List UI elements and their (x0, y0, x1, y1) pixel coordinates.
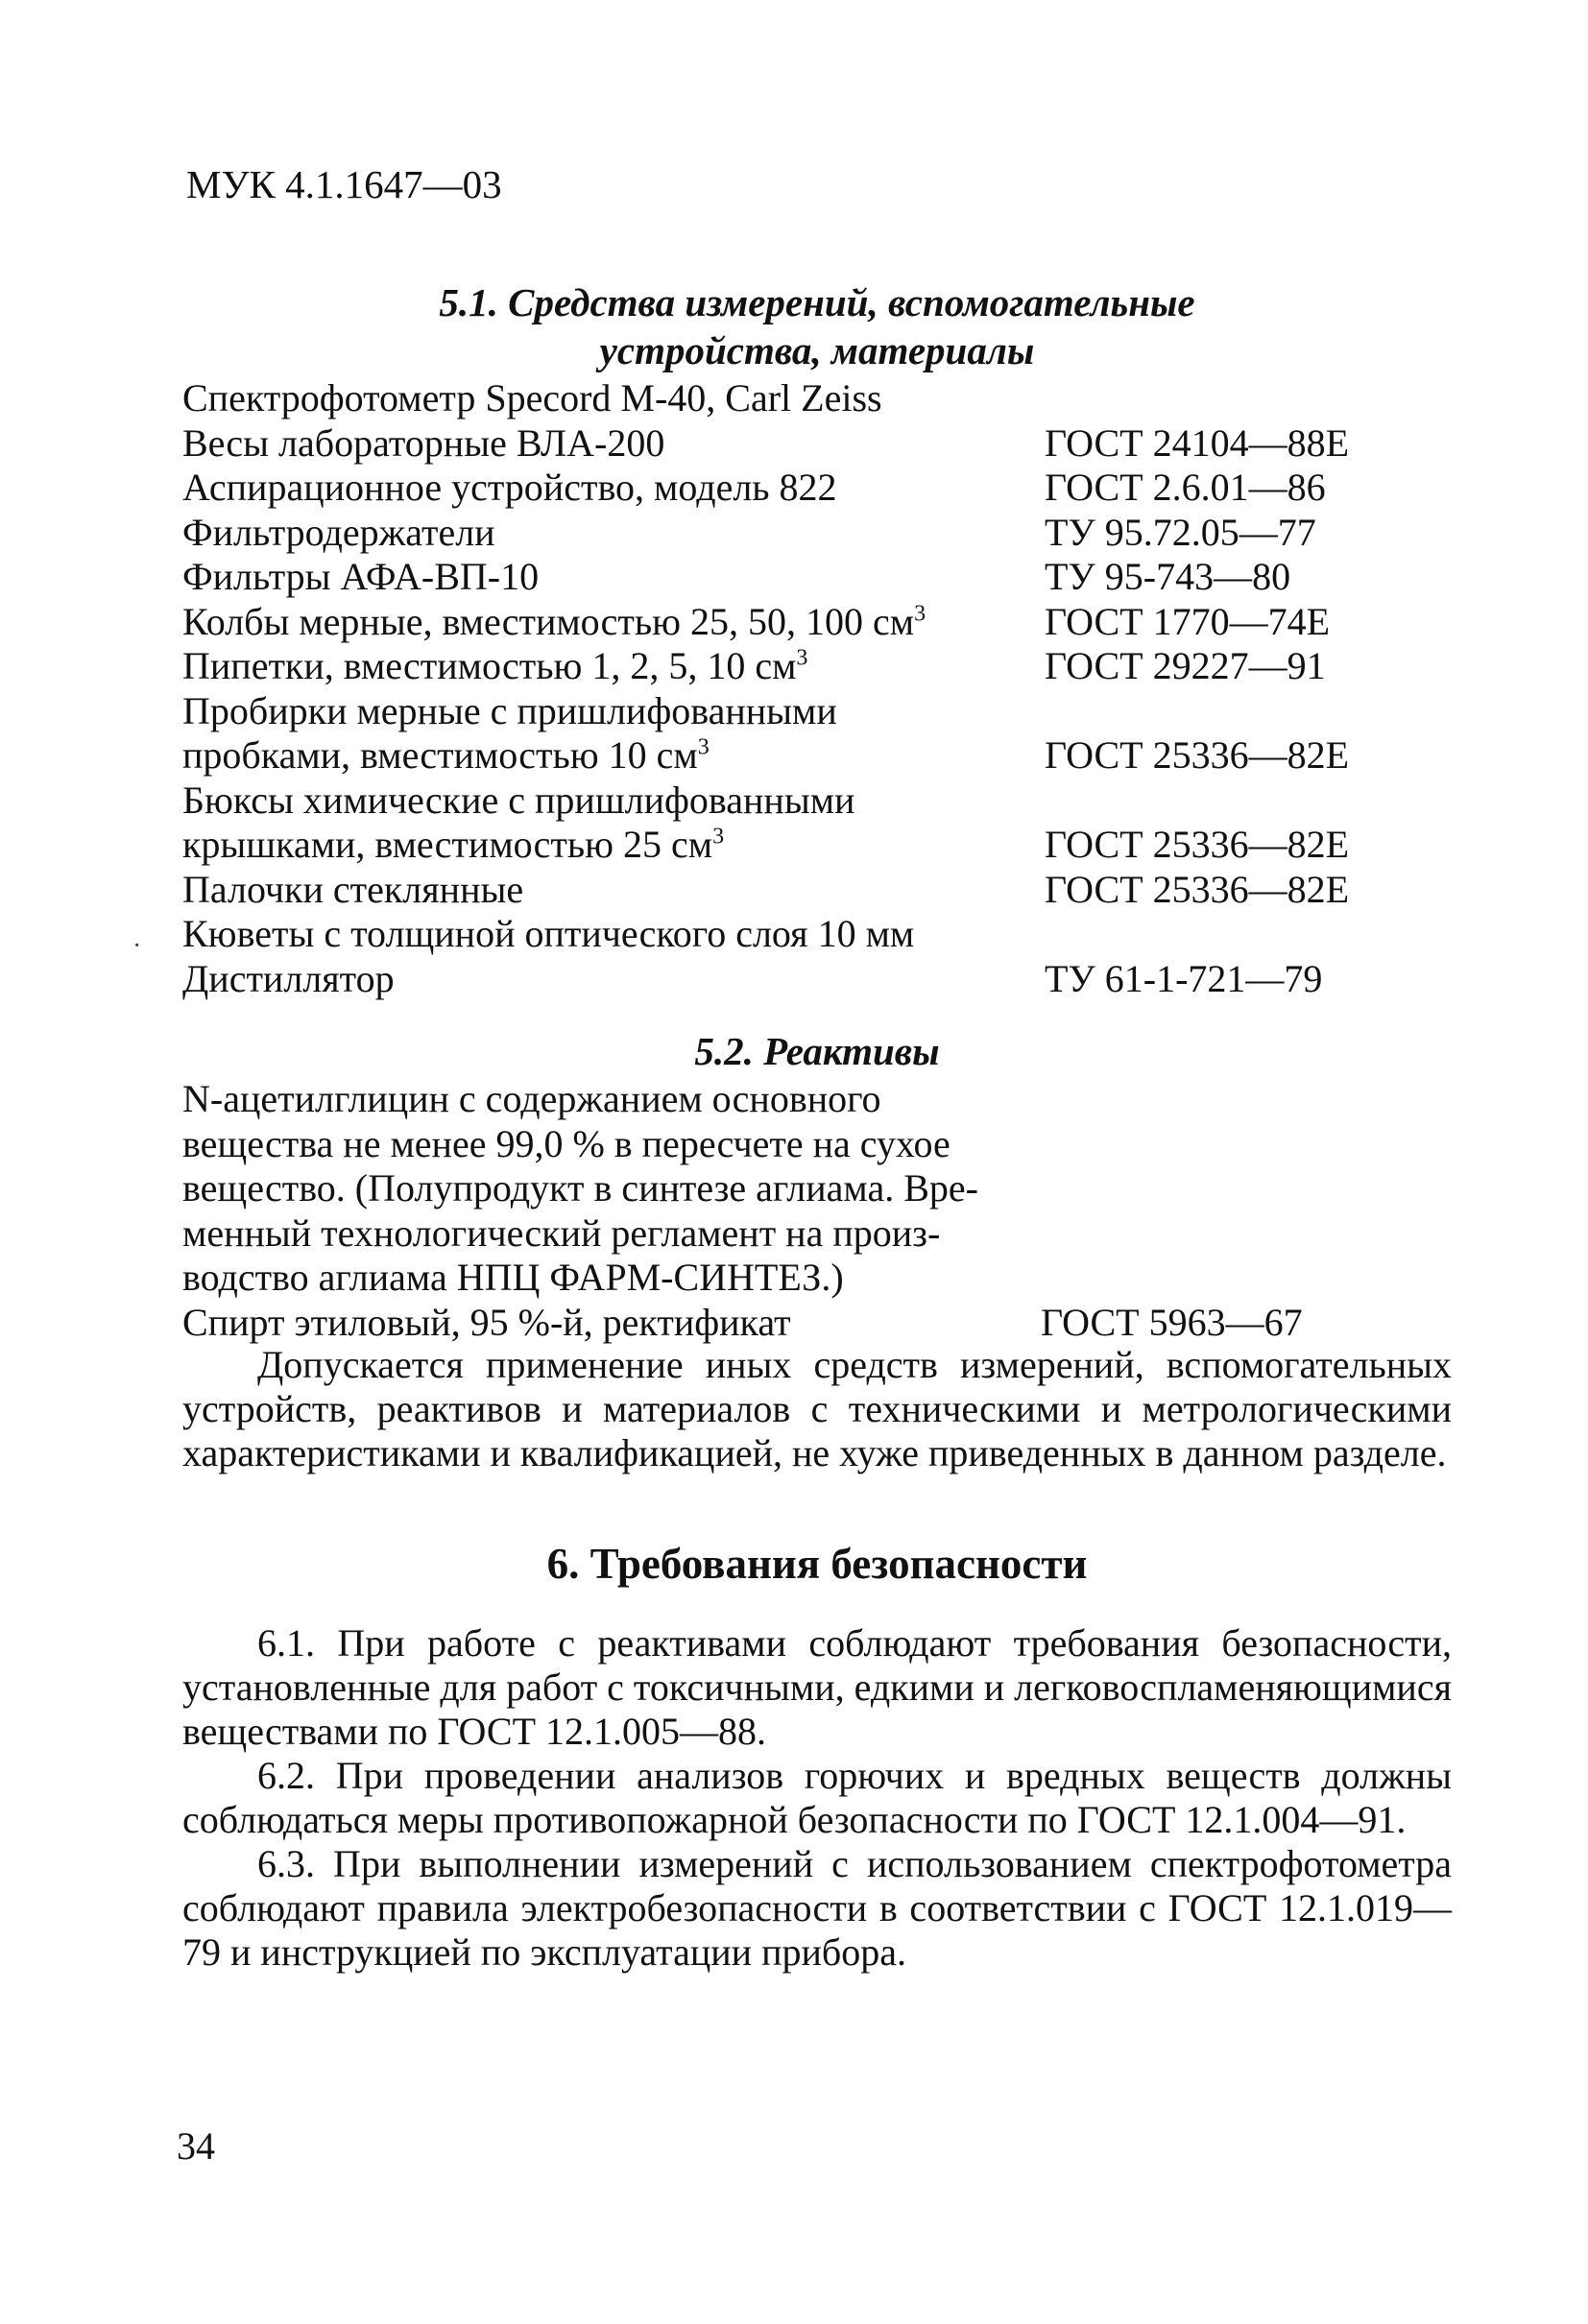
equipment-name-text: Кюветы с толщиной оптического слоя 10 мм (182, 912, 915, 955)
equipment-list (182, 376, 1450, 1001)
equipment-name-text: пробками, вместимостью 10 см (182, 733, 698, 777)
equipment-name-text: Палочки стеклянные (182, 867, 524, 911)
equipment-name-text: Пробирки мерные с пришлифованными (182, 688, 837, 732)
equipment-name-text: Колбы мерные, вместимостью 25, 50, 100 см (182, 599, 915, 643)
equipment-name-text: Пипетки, вместимостью 1, 2, 5, 10 см (182, 644, 797, 687)
equipment-name (182, 555, 539, 600)
section-5-1-title (182, 278, 1452, 374)
equipment-name (182, 421, 664, 467)
substitution-note: Допускается применение иных средств измерений, вспомогательных устройств, реактивов и материалов с техническими и метрологическими характеристиками и квалификацией, не хуже приведенных в данном разделе. (182, 1343, 1452, 1474)
reagent-line: вещества не менее 99,0 % в пересчете на сухое (182, 1121, 950, 1165)
equipment-standard: ГОСТ 25336—82Е (1045, 823, 1350, 866)
equipment-name (182, 823, 724, 868)
equipment-name (182, 511, 495, 556)
equipment-row (182, 511, 1450, 556)
equipment-name (182, 957, 395, 1002)
reagent-list (182, 1077, 1450, 1345)
equipment-name-text: Фильтры АФА-ВП-10 (182, 555, 540, 598)
equipment-standard: ГОСТ 25336—82Е (1045, 867, 1350, 911)
equipment-name (182, 376, 882, 421)
equipment-row (182, 957, 1450, 1002)
equipment-name-text: крышками, вместимостью 25 см (182, 823, 713, 866)
equipment-standard: ГОСТ 1770—74Е (1045, 599, 1331, 643)
reagent-line: менный технологический регламент на произ- (182, 1210, 941, 1255)
equipment-name (182, 779, 854, 824)
equipment-name-text: Бюксы химические с пришлифованными (182, 778, 855, 822)
equipment-name (182, 466, 837, 511)
equipment-name (182, 644, 807, 689)
spirit-standard: ГОСТ 5963—67 (1041, 1300, 1303, 1344)
equipment-row (182, 689, 1450, 734)
equipment-name-text: Дистиллятор (182, 956, 395, 1000)
unit-superscript: 3 (796, 645, 808, 671)
spirit-name: Спирт этиловый, 95 %-й, ректификат (182, 1300, 791, 1344)
equipment-name-text: Аспирационное устройство, модель 822 (182, 466, 837, 509)
equipment-name (182, 912, 914, 957)
section-5-2-title: 5.2. Реактивы (694, 1029, 940, 1073)
equipment-standard: ГОСТ 2.6.01—86 (1045, 466, 1326, 509)
reagent-line: водство аглиама НПЦ ФАРМ-СИНТЕЗ.) (182, 1256, 844, 1299)
reagent-line: вещество. (Полупродукт в синтезе аглиама. Вре- (182, 1166, 978, 1210)
equipment-standard: ГОСТ 24104—88Е (1045, 420, 1350, 465)
equipment-row (182, 555, 1450, 600)
equipment-row (182, 868, 1450, 913)
unit-superscript: 3 (697, 734, 710, 760)
equipment-name (182, 868, 523, 913)
equipment-name (182, 600, 926, 645)
equipment-standard: ТУ 95.72.05—77 (1045, 510, 1316, 554)
equipment-standard: ГОСТ 25336—82Е (1045, 733, 1350, 777)
section-6-2-paragraph: 6.2. При проведении анализов горючих и вредных веществ должны соблюдаться меры противопожарной безопасности по ГОСТ 12.1.004—91. (182, 1754, 1452, 1841)
section-6-1-paragraph: 6.1. При работе с реактивами соблюдают требования безопасности, установленные для работ с токсичными, едкими и легковоспламеняющимися веществами по ГОСТ 12.1.005—88. (182, 1621, 1452, 1753)
equipment-name-text: Весы лабораторные ВЛА-200 (182, 420, 665, 465)
equipment-row (182, 823, 1450, 868)
equipment-row (182, 421, 1450, 467)
equipment-name-text: Фильтродержатели (182, 510, 495, 554)
unit-superscript: 3 (712, 824, 725, 850)
section-6-title: 6. Требования безопасности (546, 1540, 1088, 1588)
equipment-row (182, 466, 1450, 511)
page-number: 34 (177, 2124, 215, 2168)
unit-superscript: 3 (914, 601, 926, 627)
equipment-row (182, 376, 1450, 421)
equipment-standard: ТУ 95-743—80 (1045, 555, 1291, 598)
section-6-3-paragraph: 6.3. При выполнении измерений с использованием спектрофотометра соблюдают правила электробезопасности в соответствии с ГОСТ 12.1.019—79 и инструкцией по эксплуатации прибора. (182, 1842, 1452, 1974)
equipment-name-text: Спектрофотометр Specord M-40, Carl Zeiss (182, 376, 882, 419)
equipment-row (182, 912, 1450, 957)
equipment-name (182, 689, 837, 734)
equipment-row (182, 644, 1450, 689)
scan-dot-mark: · (132, 931, 142, 961)
document-code-header: МУК 4.1.1647—03 (186, 162, 502, 206)
equipment-row (182, 600, 1450, 645)
equipment-row (182, 779, 1450, 824)
equipment-row (182, 733, 1450, 779)
section-5-1-title-line1: 5.1. Средства измерений, вспомогательные (439, 280, 1195, 324)
equipment-name (182, 733, 710, 779)
section-5-1-title-line2: устройства, материалы (599, 328, 1035, 372)
reagent-line (182, 1301, 1450, 1346)
equipment-standard: ТУ 61-1-721—79 (1045, 956, 1323, 1000)
equipment-standard: ГОСТ 29227—91 (1045, 644, 1326, 687)
reagent-line: N-ацетилглицин с содержанием основного (182, 1077, 881, 1120)
